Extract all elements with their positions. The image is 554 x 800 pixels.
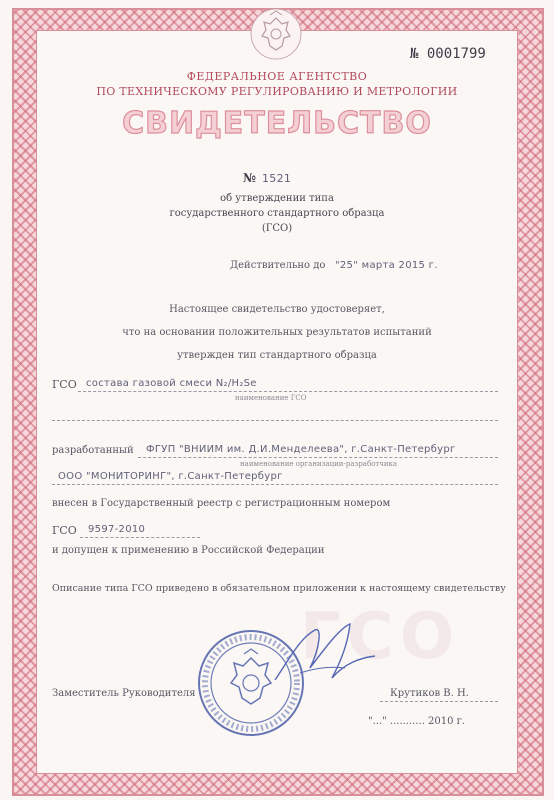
gso-name-value: состава газовой смеси N₂/H₂Se [86,378,257,389]
coat-of-arms-emblem [250,6,302,62]
agency-name-line2: ПО ТЕХНИЧЕСКОМУ РЕГУЛИРОВАНИЮ И МЕТРОЛОГИИ [96,85,458,98]
number-value: 1521 [262,172,292,185]
statement-line1: Настоящее свидетельство удостоверяет, [169,304,385,315]
certificate-serial-number: № 0001799 [410,46,486,62]
statement-line2: что на основании положительных результатов испытаний [122,327,432,338]
agency-name-line1: ФЕДЕРАЛЬНОЕ АГЕНТСТВО [186,70,368,83]
registry-number-underline [80,537,200,538]
gso-extra-line [52,420,498,421]
description-note: Описание типа ГСО приведено в обязательном приложении к настоящему свидетельству [52,583,506,594]
gso-name-underline [78,391,498,392]
signatory-name-underline [380,701,498,702]
registry-text: внесен в Государственный реестр с регистрационным номером [52,498,391,509]
developer-caption: наименование организации-разработчика [240,460,398,468]
registry-allowed-text: и допущен к применению в Российской Федерации [52,545,325,556]
handwritten-signature [270,618,380,698]
gso-name-caption: наименование ГСО [235,394,307,402]
developer-co-value: ООО "МОНИТОРИНГ", г.Санкт-Петербург [58,471,283,482]
registry-number: 9597-2010 [88,524,146,535]
developer-underline [138,457,498,458]
registry-gso-label: ГСО [52,524,77,537]
number-label: № [243,171,257,185]
signatory-position: Заместитель Руководителя [52,688,196,699]
developer-co-underline [52,484,498,485]
gso-label: ГСО [52,378,77,391]
signatory-name: Крутиков В. Н. [390,688,469,699]
developer-value: ФГУП "ВНИИМ им. Д.И.Менделеева", г.Санкт-Петербург [146,444,456,455]
document-title: СВИДЕТЕЛЬСТВО [122,106,432,141]
valid-until-label: Действительно до [230,260,326,271]
subject-line2: государственного стандартного образца [169,208,385,219]
developer-label: разработанный [52,445,134,456]
gso-watermark: ГСО [300,600,461,674]
valid-until-date: "25" марта 2015 г. [335,260,438,271]
statement-line3: утвержден тип стандартного образца [177,350,377,361]
subject-line1: об утверждении типа [220,193,334,204]
signature-date: "..." ........... 2010 г. [368,716,466,727]
subject-line3: (ГСО) [261,223,293,234]
